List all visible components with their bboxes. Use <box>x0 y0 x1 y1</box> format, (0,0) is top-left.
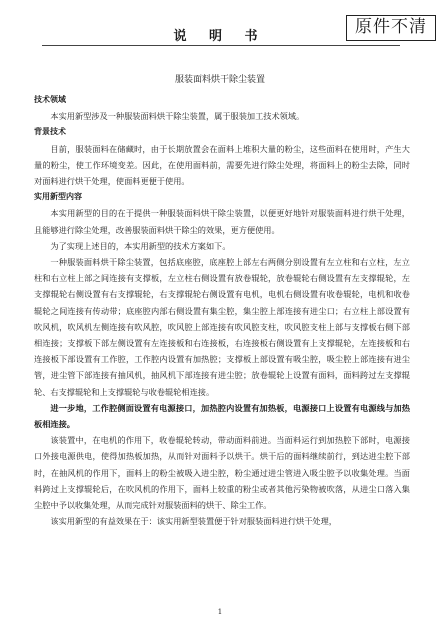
page-number: 1 <box>217 608 223 616</box>
paragraph-content-4: 进一步地，工作腔侧面设置有电源接口，加热腔内设置有加热板，电源接口上设置有电源线与加热板相连接。 <box>34 402 410 430</box>
section-heading-content: 实用新型内容 <box>34 192 82 202</box>
header-title: 说 明 书 <box>173 29 267 44</box>
paragraph-content-1: 本实用新型的目的在于提供一种服装面料烘干除尘装置，以便更好地针对服装面料进行烘干处理，且能够进行除尘处理，改善服装面料烘干除尘的效果，更方便使用。 <box>34 208 410 235</box>
paragraph-content-2: 为了实现上述目的，本实用新型的技术方案如下。 <box>50 240 231 251</box>
paragraph-content-5: 该装置中，在电机的作用下，收卷辊轮转动，带动面料前进。当面料运行到加热腔下部时，电源接口外接电源供电，使得加热板加热，从而针对面料予以烘干。烘干后的面料继续前行，到达进尘腔下部时，在抽风机的作用下，面料上的粉尘被吸入进尘腔，粉尘通过进尘管进入吸尘腔予以收集处理。当面料跨过上支撑辊轮后，在吹风机的作用下，面料上较重的粉尘或者其他污染物被吹落，从进尘口落入集尘腔中予以收集处理，从而完成针对服装面料的烘干、除尘工作。 <box>34 435 410 511</box>
paragraph-content-3: 一种服装面料烘干除尘装置，包括底座腔，底座腔上部左右两侧分别设置有左立柱和右立柱，左立柱和右立柱上部之间连接有支撑板，左立柱右侧设置有放卷辊轮，放卷辊轮右侧设置有左支撑辊轮，左支撑辊轮右侧设置有右支撑辊轮，右支撑辊轮右侧设置有电机，电机右侧设置有收卷辊轮，电机和收卷辊轮之间连接有传动带；底座腔内部右侧设置有集尘腔，集尘腔上部连接有进尘口；右立柱上部设置有吹风机，吹风机左侧连接有吹风腔，吹风腔上部连接有吹风腔支柱，吹风腔支柱上部与支撑板右侧下部相连接；支撑板下部左侧设置有左连接板和右连接板，右连接板右侧设置有上支撑辊轮，左连接板和右连接板下部设置有工作腔，工作腔内设置有加热腔；支撑板上部设置有吸尘腔，吸尘腔上部连接有进尘管，进尘管下部连接有抽风机，抽风机下部连接有进尘腔；放卷辊轮上设置有面料，面料跨过左支撑辊轮、右支撑辊轮和上支撑辊轮与收卷辊轮相连接。 <box>34 257 410 397</box>
section-heading-field: 技术领域 <box>34 95 66 104</box>
paragraph-background: 目前，服装面料在储藏时，由于长期放置会在面料上堆积大量的粉尘，这些面料在使用时，产生大量的粉尘，使工作环境变差。因此，在使用面料前，需要先进行除尘处理，将面料上的粉尘去除，同时对面料进行烘干处理，使面料更便于使用。 <box>34 143 410 187</box>
section-heading-background: 背景技术 <box>34 127 66 137</box>
paragraph-content-6: 该实用新型的有益效果在于：该实用新型装置便于针对服装面料进行烘干处理， <box>50 516 337 527</box>
paragraph-field: 本实用新型涉及一种服装面料烘干除尘装置，属于服装加工技术领域。 <box>50 111 305 122</box>
document-title: 服装面料烘干除尘装置 <box>174 75 265 85</box>
stamp-original-unclear: 原件不清 <box>346 15 436 41</box>
header-rule <box>42 45 400 46</box>
document-body <box>34 92 410 529</box>
